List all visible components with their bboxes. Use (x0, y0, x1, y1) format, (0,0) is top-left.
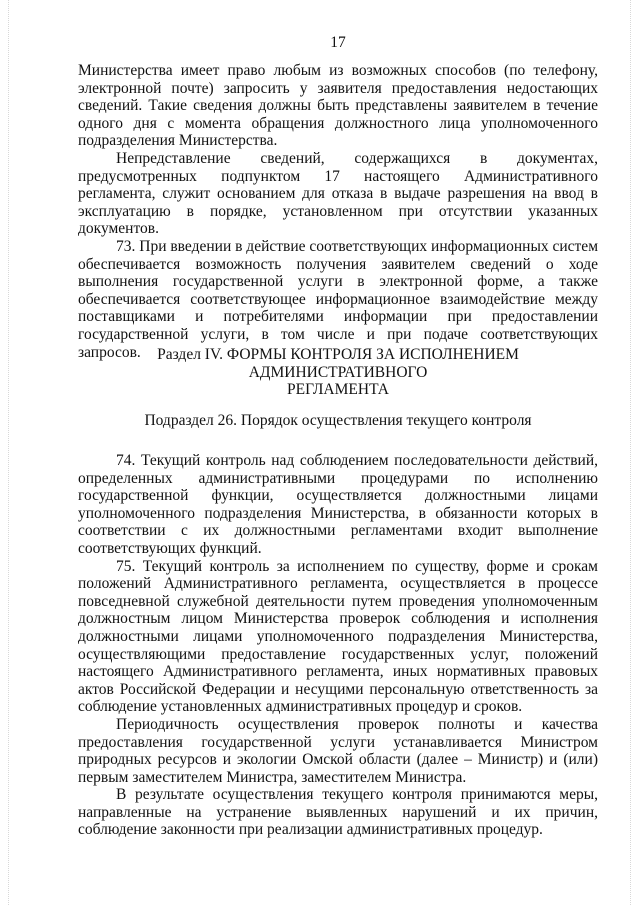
left-margin-guide (8, 0, 9, 905)
paragraph-continuation: Министерства имеет право любым из возможных способов (по телефону, электронной почте) запросить у заявителя предоставления недостающих сведений. Такие сведения должны быть представлены заявителем в течение одного дня с момента обращения должностного лица уполномоченного подразделения Министерства. (78, 62, 598, 150)
top-text-block (78, 62, 598, 361)
paragraph-73: 73. При введении в действие соответствующих информационных систем обеспечивается возможность получения заявителем сведений о ходе выполнения государственной услуги в электронной форме, а также обеспечивается соответствующее информационное взаимодействие между поставщиками и потребителями информации при предоставлении государственной услуги, в том числе и при подаче соответствующих запросов. (78, 237, 598, 361)
section-heading-line-3: РЕГЛАМЕНТА (287, 381, 389, 399)
subsection-heading: Подраздел 26. Порядок осуществления текущего контроля (144, 412, 532, 429)
section-heading-block (78, 346, 598, 399)
bottom-text-block (78, 452, 598, 839)
page-number: 17 (330, 34, 346, 51)
section-heading-line-1: Раздел IV. ФОРМЫ КОНТРОЛЯ ЗА ИСПОЛНЕНИЕМ (157, 346, 519, 363)
right-margin-guide (630, 0, 631, 905)
paragraph-nonsubmission: Непредставление сведений, содержащихся в документах, предусмотренных подпунктом 17 настоящего Административного регламента, служит основанием для отказа в выдаче разрешения на ввод в эксплуатацию в порядке, установленном при отсутствии указанных документов. (78, 149, 598, 238)
section-heading-line-2: АДМИНИСТРАТИВНОГО (248, 363, 428, 381)
subsection-heading-block (78, 412, 598, 430)
paragraph-75: 75. Текущий контроль за исполнением по существу, форме и срокам положений Административного регламента, осуществляется в процессе повседневной служебной деятельности путем проведения уполномоченным должностным лицом Министерства проверок соблюдения и исполнения должностными лицами уполномоченного подразделения Министерства, осуществляющими предоставление государственных услуг, положений настоящего Административного регламента, иных нормативных правовых актов Российской Федерации и несущими персональную ответственность за соблюдение установленных административных процедур и сроков. (78, 557, 598, 716)
paragraph-result: В результате осуществления текущего контроля принимаются меры, направленные на устранение выявленных нарушений и их причин, соблюдение законности при реализации административных процедур. (78, 786, 598, 839)
paragraph-74: 74. Текущий контроль над соблюдением последовательности действий, определенных административными процедурами по исполнению государственной функции, осуществляется должностными лицами уполномоченного подразделения Министерства, в обязанности которых в соответствии с их должностными регламентами входит выполнение соответствующих функций. (78, 452, 598, 557)
paragraph-periodicity: Периодичность осуществления проверок полноты и качества предоставления государственной услуги устанавливается Министром природных ресурсов и экологии Омской области (далее – Министр) и (или) первым заместителем Министра, заместителем Министра. (78, 715, 598, 786)
